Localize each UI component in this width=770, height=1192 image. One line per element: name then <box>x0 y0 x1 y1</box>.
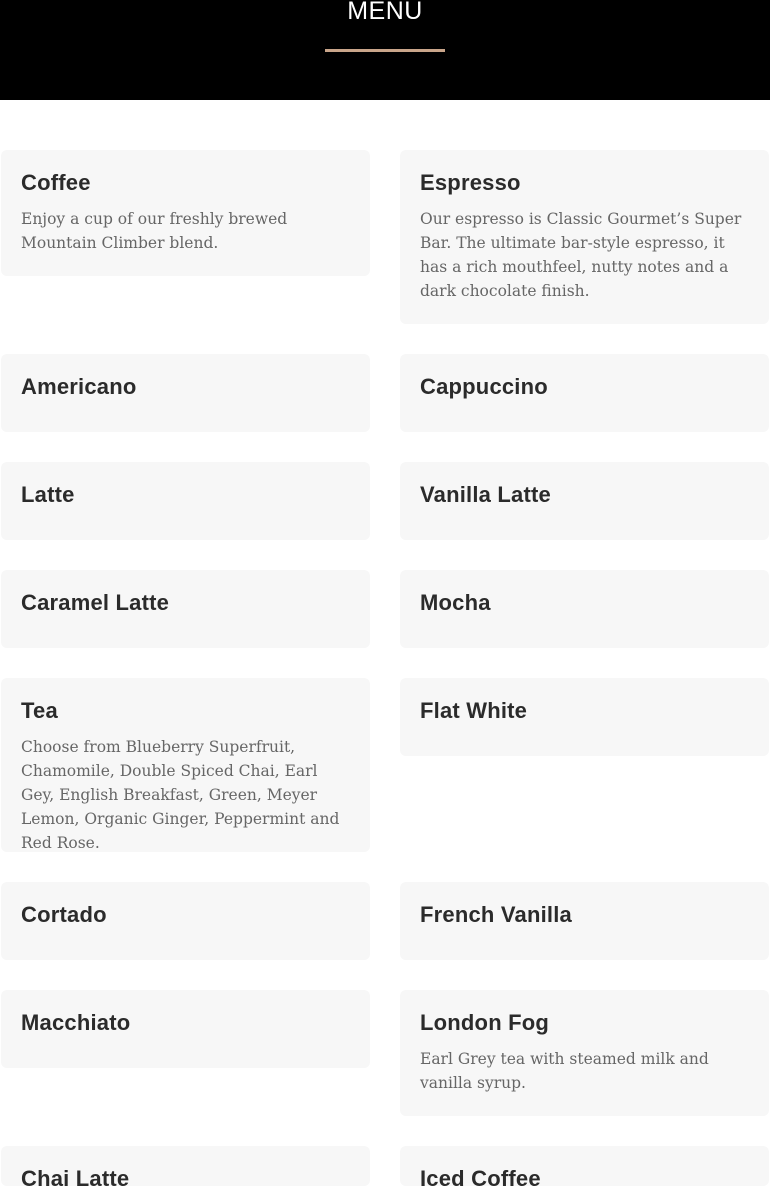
menu-item-caramel-latte <box>1 570 370 648</box>
page-title: MENU <box>347 0 423 25</box>
menu-item-mocha <box>400 570 769 648</box>
menu-item-title: Flat White <box>420 698 528 723</box>
menu-item-title: Macchiato <box>21 1010 131 1035</box>
menu-item-title: Cappuccino <box>420 374 548 399</box>
menu-item-french-vanilla <box>400 882 769 960</box>
menu-item-vanilla-latte <box>400 462 769 540</box>
menu-header <box>0 0 770 100</box>
menu-item-title: Iced Coffee <box>420 1166 541 1191</box>
menu-item-iced-coffee <box>400 1146 769 1191</box>
menu-item-title: Coffee <box>21 170 91 195</box>
menu-item-espresso <box>400 150 769 324</box>
menu-item-london-fog <box>400 990 769 1116</box>
menu-item-title: Chai Latte <box>21 1166 130 1191</box>
menu-item-coffee <box>1 150 370 276</box>
menu-item-title: Tea <box>21 698 58 723</box>
menu-item-title: Latte <box>21 482 75 507</box>
menu-item-flat-white <box>400 678 769 756</box>
menu-item-title: Cortado <box>21 902 107 927</box>
menu-item-macchiato <box>1 990 370 1068</box>
menu-item-cappuccino <box>400 354 769 432</box>
menu-item-title: Mocha <box>420 590 491 615</box>
menu-item-title: Vanilla Latte <box>420 482 551 507</box>
menu-item-tea <box>1 678 370 852</box>
menu-item-title: French Vanilla <box>420 902 572 927</box>
menu-item-description: Our espresso is Classic Gourmet’s Super Bar. The ultimate bar-style espresso, it has a rich mouthfeel, nutty notes and a dark chocolate finish. <box>420 210 742 300</box>
menu-item-title: London Fog <box>420 1010 550 1035</box>
menu-item-title: Espresso <box>420 170 521 195</box>
menu-item-chai-latte <box>1 1146 370 1191</box>
menu-item-description: Choose from Blueberry Superfruit, Chamomile, Double Spiced Chai, Earl Gey, English Breakfast, Green, Meyer Lemon, Organic Ginger, Peppermint and Red Rose. <box>21 738 340 852</box>
menu-item-cortado <box>1 882 370 960</box>
menu-item-americano <box>1 354 370 432</box>
menu-item-description: Enjoy a cup of our freshly brewed Mountain Climber blend. <box>21 210 288 252</box>
menu-item-description: Earl Grey tea with steamed milk and vanilla syrup. <box>420 1050 709 1092</box>
menu-item-title: Caramel Latte <box>21 590 170 615</box>
menu-item-title: Americano <box>21 374 137 399</box>
title-underline <box>325 49 445 52</box>
menu-item-latte <box>1 462 370 540</box>
